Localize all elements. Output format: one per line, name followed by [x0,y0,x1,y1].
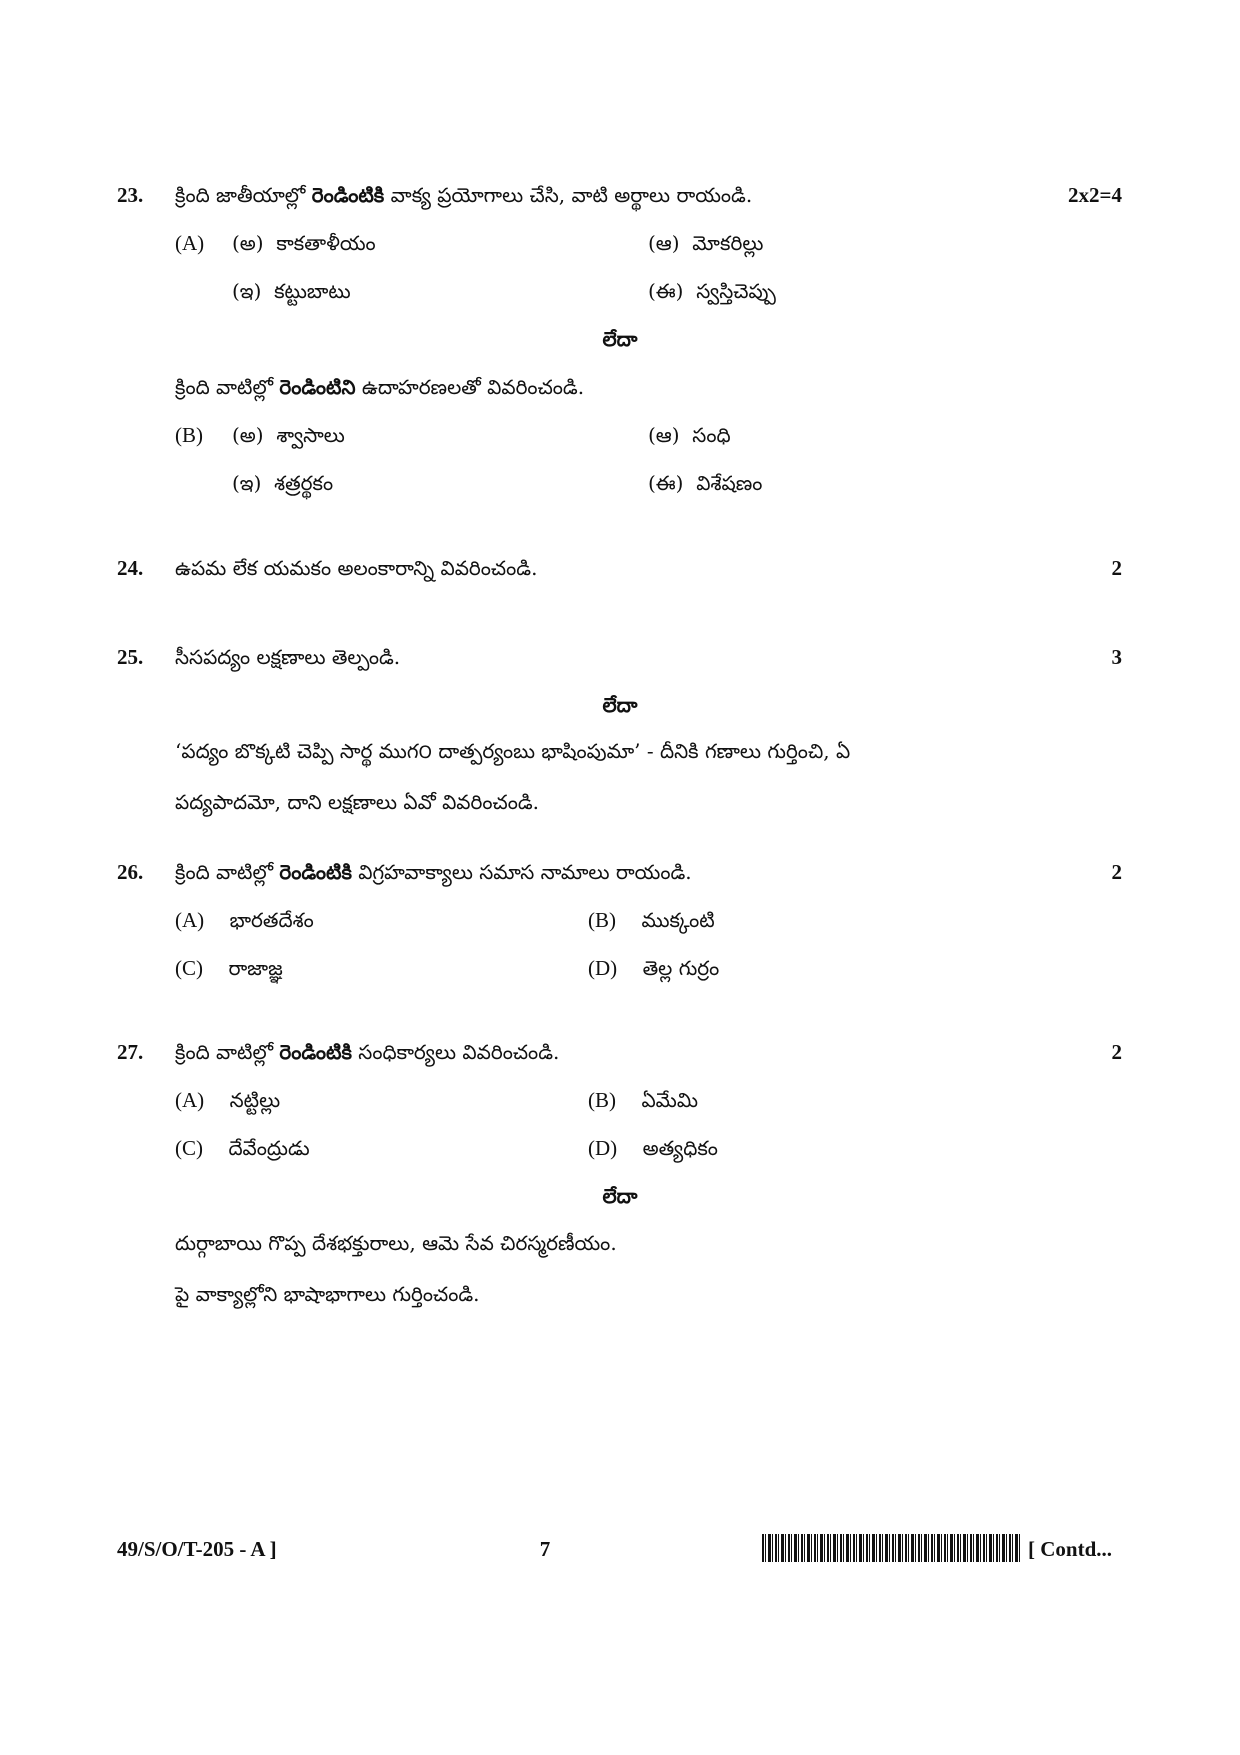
barcode-icon [762,1534,1022,1562]
q23-partB-item-1: (అ) శ్వాసాలు [232,423,345,447]
q25-or-divider: లేదా [602,693,638,717]
q27-or-divider: లేదా [602,1184,638,1208]
question-25-number: 25. [117,645,144,669]
question-24-number: 24. [117,556,144,580]
q27-option-a: (A) నట్టిల్లు [175,1088,281,1112]
q26-option-b: (B) ముక్కంటి [588,908,715,932]
q23-partB-item-3: (ఇ) శత్రర్థకం [232,471,334,495]
q27-option-b: (B) ఏమేమి [588,1088,698,1112]
question-27-text: క్రింది వాటిల్లో రెండింటికి సంధికార్యలు వివరించండి. [175,1040,560,1064]
q26-option-a: (A) భారతదేశం [175,908,314,932]
q27-option-d: (D) అత్యధికం [588,1136,718,1160]
q27-alternative-text [175,1218,1075,1320]
q23-partB-item-4: (ఈ) విశేషణం [648,471,763,495]
q23-partA-item-3: (ఇ) కట్టుబాటు [232,279,351,303]
paper-code: 49/S/O/T-205 - A ] [117,1537,277,1561]
question-24-marks: 2 [1111,556,1122,580]
q23-or-divider: లేదా [602,327,638,351]
q25-alternative-line-1: ‘పద్యం బొక్కటి చెప్పి సార్థ ముగ౦ దాత్పర్యంబు భాషింపుమా’ - దీనికి గణాలు గుర్తించి, ఏ [175,739,851,763]
continued-label: [ Contd... [1028,1537,1113,1561]
q27-alternative-line-2: పై వాక్యాల్లోని భాషాభాగాలు గుర్తించండి. [175,1282,480,1306]
question-23-text-bold: రెండింటికి [311,183,385,207]
question-23-text [175,183,1035,212]
question-23-text-part1: క్రింది జాతీయాల్లో [175,183,312,207]
question-25-marks: 3 [1111,645,1122,669]
question-24-text: ఉపమ లేక యమకం అలంకారాన్ని వివరించండి. [175,556,538,580]
q26-option-c: (C) రాజాజ్ఞ [175,956,283,980]
question-26-text: క్రింది వాటిల్లో రెండింటికి విగ్రహవాక్యాలు సమాస నామాలు రాయండి. [175,860,692,884]
question-26-number: 26. [117,860,144,884]
q23-partA-item-1: (అ) కాకతాళీయం [232,231,376,255]
question-23-number: 23. [117,183,144,207]
question-27-marks: 2 [1111,1040,1122,1064]
q25-alternative-text [175,726,1075,828]
question-27-number: 27. [117,1040,144,1064]
q23-partB-intro: క్రింది వాటిల్లో రెండింటిని ఉదాహరణలతో వివరించండి. [175,375,585,399]
q23-partA-item-2: (ఆ) మోకరిల్లు [648,231,764,255]
q23-partB-label: (B) [175,423,203,447]
question-23-text-part2: వాక్య ప్రయోగాలు చేసి, వాటి అర్థాలు రాయండి. [384,183,753,207]
question-25-text: సీసపద్యం లక్షణాలు తెల్పండి. [175,645,401,669]
q26-option-d: (D) తెల్ల గుర్రం [588,956,720,980]
question-26-marks: 2 [1111,860,1122,884]
page-number: 7 [539,1537,551,1561]
q25-alternative-line-2: పద్యపాదమో, దాని లక్షణాలు ఏవో వివరించండి. [175,790,540,814]
q23-partB-item-2: (ఆ) సంధి [648,423,731,447]
q27-alternative-line-1: దుర్గాబాయి గొప్ప దేశభక్తురాలు, ఆమె సేవ చిరస్మరణీయం. [175,1231,617,1255]
q23-partA-label: (A) [175,231,205,255]
q27-option-c: (C) దేవేంద్రుడు [175,1136,310,1160]
question-23-marks: 2x2=4 [1068,183,1122,207]
q23-partA-item-4: (ఈ) స్వస్తిచెప్పు [648,279,776,303]
